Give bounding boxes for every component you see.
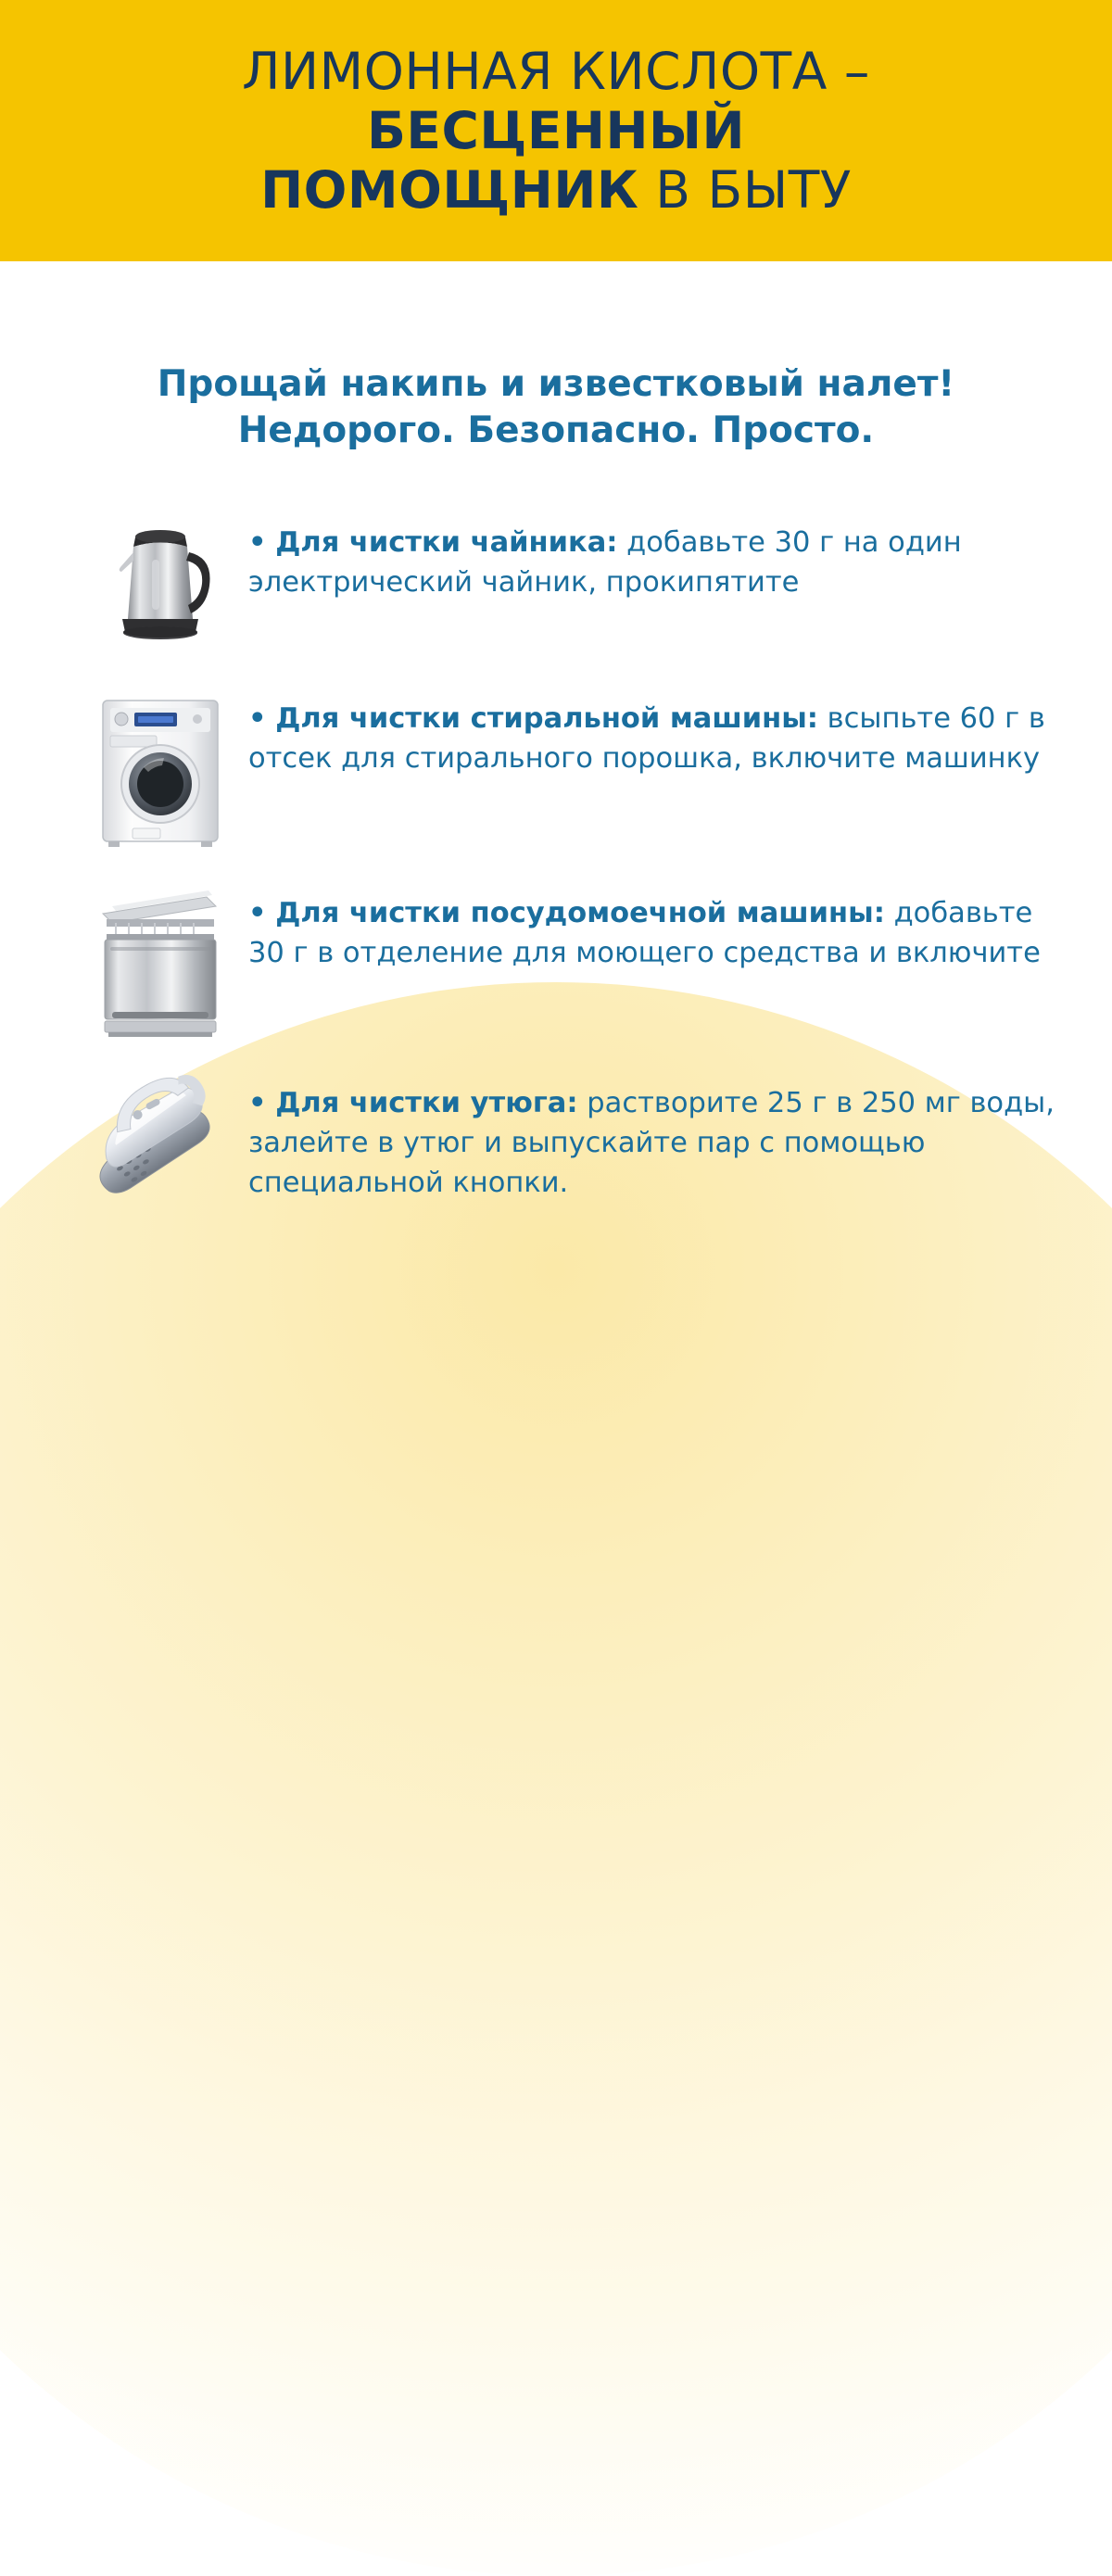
- list-item-label: Для чистки утюга:: [275, 1086, 578, 1119]
- list-item-label: Для чистки чайника:: [275, 525, 618, 559]
- list-item-label: Для чистки посудомоечной машины:: [275, 896, 885, 929]
- list-item-bullet: •: [248, 525, 267, 559]
- list-item-description: растворите 25 г в 250 мг воды, залейте в утюг и выпускайте пар с помощью специальной кнопки.: [248, 1086, 1055, 1200]
- list-item-bullet: •: [248, 701, 267, 735]
- list-item-text: [248, 511, 1073, 603]
- content-area: [0, 361, 1112, 1244]
- dishwasher-icon: [72, 882, 248, 1044]
- title-line-2: БЕСЦЕННЫЙ: [366, 100, 746, 160]
- list-item-text: [248, 882, 1073, 974]
- subtitle-block: [0, 361, 1112, 454]
- title-line-3-bold: ПОМОЩНИК: [260, 159, 639, 220]
- subtitle-line-1: Прощай накипь и известковый налет!: [157, 363, 955, 405]
- list-item-description: всыпьте 60 г в отсек для стирального порошка, включите машинку: [248, 701, 1045, 776]
- list-item: [72, 1072, 1073, 1244]
- list-item: [72, 882, 1073, 1044]
- title-line-1: ЛИМОННАЯ КИСЛОТА –: [242, 42, 870, 101]
- header-banner: [0, 0, 1112, 261]
- tips-list: [0, 511, 1112, 1244]
- list-item-bullet: •: [248, 1086, 267, 1119]
- clothes-iron-icon: [72, 1072, 248, 1244]
- list-item-description: добавьте 30 г в отделение для моющего средства и включите: [248, 896, 1041, 970]
- electric-kettle-icon: [72, 511, 248, 660]
- list-item-description: добавьте 30 г на один электрический чайник, прокипятите: [248, 525, 962, 600]
- list-item-text: [248, 1072, 1073, 1204]
- page-title: [56, 43, 1056, 220]
- title-line-3-normal: В БЫТУ: [638, 159, 852, 220]
- subtitle-line-2: Недорого. Безопасно. Просто.: [237, 409, 875, 451]
- washing-machine-icon: [72, 688, 248, 854]
- list-item-bullet: •: [248, 896, 267, 929]
- list-item-text: [248, 688, 1073, 779]
- list-item: [72, 511, 1073, 660]
- title-line-3: [56, 161, 1056, 221]
- list-item-label: Для чистки стиральной машины:: [275, 701, 818, 735]
- list-item: [72, 688, 1073, 854]
